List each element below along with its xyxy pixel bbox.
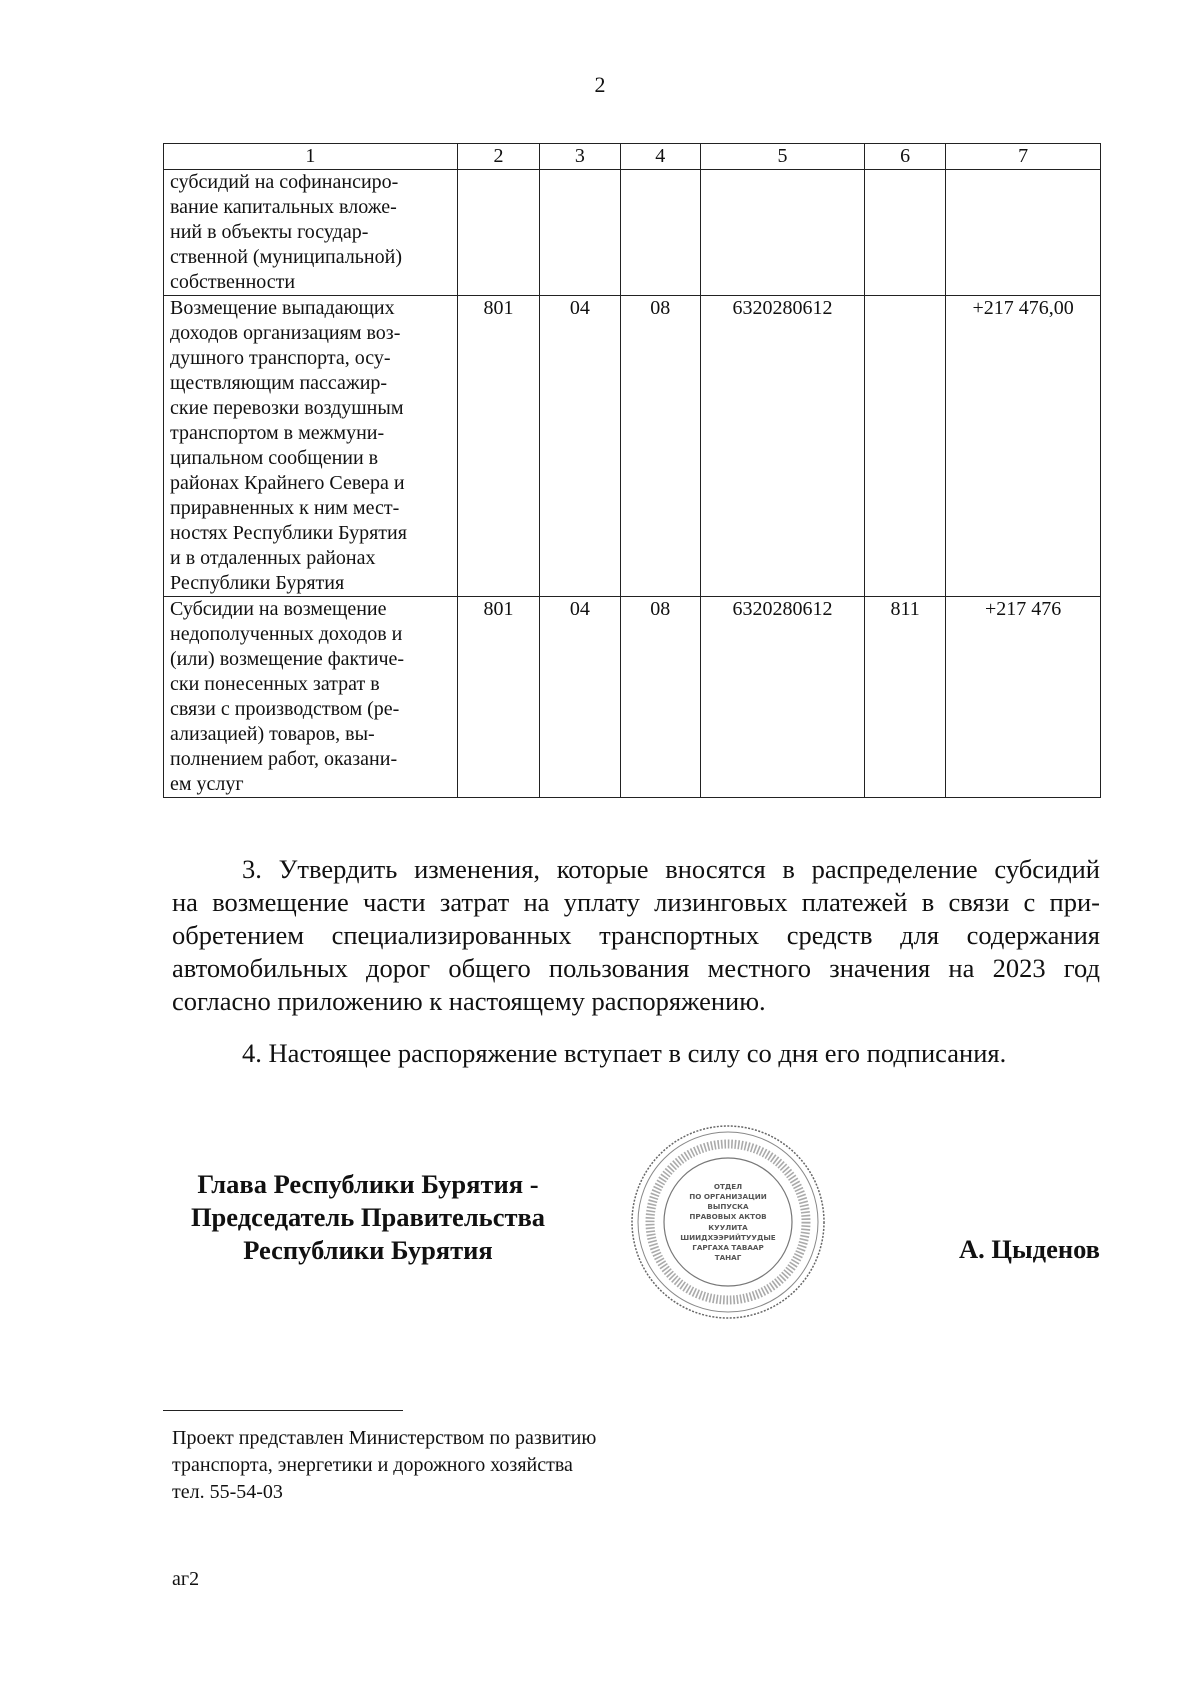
table-cell-c3: 04 bbox=[540, 597, 620, 798]
table-cell-name-line: ем услуг bbox=[170, 773, 244, 795]
table-cell-name-line: и в отдаленных районах bbox=[170, 547, 376, 569]
table-cell-c6 bbox=[864, 170, 945, 296]
table-cell-c2: 801 bbox=[457, 296, 539, 597]
signer-title-line: Республики Бурятия bbox=[243, 1235, 493, 1265]
seal-text-line: ТАНАГ bbox=[714, 1253, 742, 1262]
table-cell-name-line: ские перевозки воздушным bbox=[170, 397, 404, 419]
table-cell-name bbox=[164, 296, 458, 597]
table-cell-c5: 6320280612 bbox=[701, 296, 865, 597]
table-cell-name bbox=[164, 597, 458, 798]
table-cell-c4: 08 bbox=[620, 296, 700, 597]
table-cell-name-line: приравненных к ним мест- bbox=[170, 497, 400, 519]
table-cell-name bbox=[164, 170, 458, 296]
footnote-line: тел. 55-54-03 bbox=[172, 1481, 283, 1503]
table-cell-name-line: ностях Республики Бурятия bbox=[170, 522, 407, 544]
paragraph-4-text: 4. Настоящее распоряжение вступает в силу со дня его подписания. bbox=[242, 1038, 1007, 1068]
table-cell-name-line: доходов организациям воз- bbox=[170, 322, 401, 344]
table-cell-name-line: полнением работ, оказани- bbox=[170, 748, 398, 770]
table-cell-name-line: недополученных доходов и bbox=[170, 623, 403, 645]
table-cell-name-line: Возмещение выпадающих bbox=[170, 297, 395, 319]
seal-text-line: ПРАВОВЫХ АКТОВ bbox=[689, 1212, 767, 1221]
table-cell-c7: +217 476,00 bbox=[946, 296, 1101, 597]
table-cell-name-line: ний в объекты государ- bbox=[170, 221, 369, 243]
table-cell-c6 bbox=[864, 296, 945, 597]
table-cell-c6: 811 bbox=[864, 597, 945, 798]
table-cell-name-line: Субсидии на возмещение bbox=[170, 598, 387, 620]
table-header-cell: 1 bbox=[164, 144, 458, 170]
table-cell-c3 bbox=[540, 170, 620, 296]
table-header-cell: 4 bbox=[620, 144, 700, 170]
table-cell-c3: 04 bbox=[540, 296, 620, 597]
paragraph-3 bbox=[172, 853, 1100, 1018]
table-cell-name-line: субсидий на софинансиро- bbox=[170, 171, 399, 193]
table-header-cell: 2 bbox=[457, 144, 539, 170]
table-cell-c2 bbox=[457, 170, 539, 296]
table-cell-c5 bbox=[701, 170, 865, 296]
table-cell-c7: +217 476 bbox=[946, 597, 1101, 798]
table-cell-c2: 801 bbox=[457, 597, 539, 798]
table-header-cell: 7 bbox=[946, 144, 1101, 170]
table-cell-name-line: ципальном сообщении в bbox=[170, 447, 379, 469]
paragraph-3-line: 3. Утвердить изменения, которые вносятся в распределение субсидий bbox=[242, 854, 1100, 884]
document-code: аг2 bbox=[172, 1568, 200, 1590]
table-cell-c5: 6320280612 bbox=[701, 597, 865, 798]
paragraph-3-line: на возмещение части затрат на уплату лизинговых платежей в связи с при- bbox=[172, 887, 1100, 917]
table-cell-c4: 08 bbox=[620, 597, 700, 798]
seal-text-line: ПО ОРГАНИЗАЦИИ bbox=[689, 1192, 767, 1201]
signer-title bbox=[172, 1168, 564, 1267]
paragraph-3-line: автомобильных дорог общего пользования местного значения на 2023 год bbox=[172, 953, 1100, 983]
table-row bbox=[164, 296, 1101, 597]
page-number: 2 bbox=[594, 72, 606, 97]
seal-text-line: КУУЛИТА bbox=[708, 1223, 748, 1232]
signer-title-line: Глава Республики Бурятия - bbox=[197, 1169, 539, 1199]
table-header-row bbox=[164, 144, 1101, 170]
table-cell-name-line: Республики Бурятия bbox=[170, 572, 345, 594]
seal-text-line: ШИИДХЭЭРИЙТУУДЫЕ bbox=[680, 1233, 776, 1242]
table-cell-name-line: ски понесенных затрат в bbox=[170, 673, 380, 695]
paragraph-4 bbox=[172, 1037, 1100, 1070]
table-header-cell: 3 bbox=[540, 144, 620, 170]
table-cell-name-line: связи с производством (ре- bbox=[170, 698, 400, 720]
table-cell-name-line: районах Крайнего Севера и bbox=[170, 472, 405, 494]
table-cell-name-line: ственной (муниципальной) bbox=[170, 246, 402, 268]
seal-text-line: ОТДЕЛ bbox=[713, 1182, 743, 1191]
table-header-cell: 5 bbox=[701, 144, 865, 170]
table-cell-name-line: (или) возмещение фактиче- bbox=[170, 648, 405, 670]
paragraph-3-line: обретением специализированных транспортных средств для содержания bbox=[172, 920, 1100, 950]
official-seal bbox=[628, 1122, 828, 1322]
table-cell-name-line: транспортом в межмуни- bbox=[170, 422, 385, 444]
table-cell-c4 bbox=[620, 170, 700, 296]
footnote-line: Проект представлен Министерством по развитию bbox=[172, 1427, 597, 1449]
table-cell-name-line: вание капитальных вложе- bbox=[170, 196, 397, 218]
table-row bbox=[164, 597, 1101, 798]
footnote-divider bbox=[163, 1410, 403, 1411]
table-cell-name-line: ализацией) товаров, вы- bbox=[170, 723, 375, 745]
budget-table bbox=[163, 143, 1101, 798]
table-cell-name-line: собственности bbox=[170, 271, 296, 293]
seal-text-line: ГАРГАХА ТАВААР bbox=[692, 1243, 764, 1252]
table-header-cell: 6 bbox=[864, 144, 945, 170]
seal-text-line: ВЫПУСКА bbox=[707, 1202, 749, 1211]
table-row bbox=[164, 170, 1101, 296]
table-cell-c7 bbox=[946, 170, 1101, 296]
table-cell-name-line: душного транспорта, осу- bbox=[170, 347, 391, 369]
footnote-line: транспорта, энергетики и дорожного хозяйства bbox=[172, 1454, 573, 1476]
paragraph-3-line: согласно приложению к настоящему распоряжению. bbox=[172, 986, 766, 1016]
signer-name: А. Цыденов bbox=[958, 1234, 1100, 1264]
table-cell-name-line: ществляющим пассажир- bbox=[170, 372, 388, 394]
footnote bbox=[172, 1425, 732, 1506]
signer-title-line: Председатель Правительства bbox=[190, 1202, 546, 1232]
